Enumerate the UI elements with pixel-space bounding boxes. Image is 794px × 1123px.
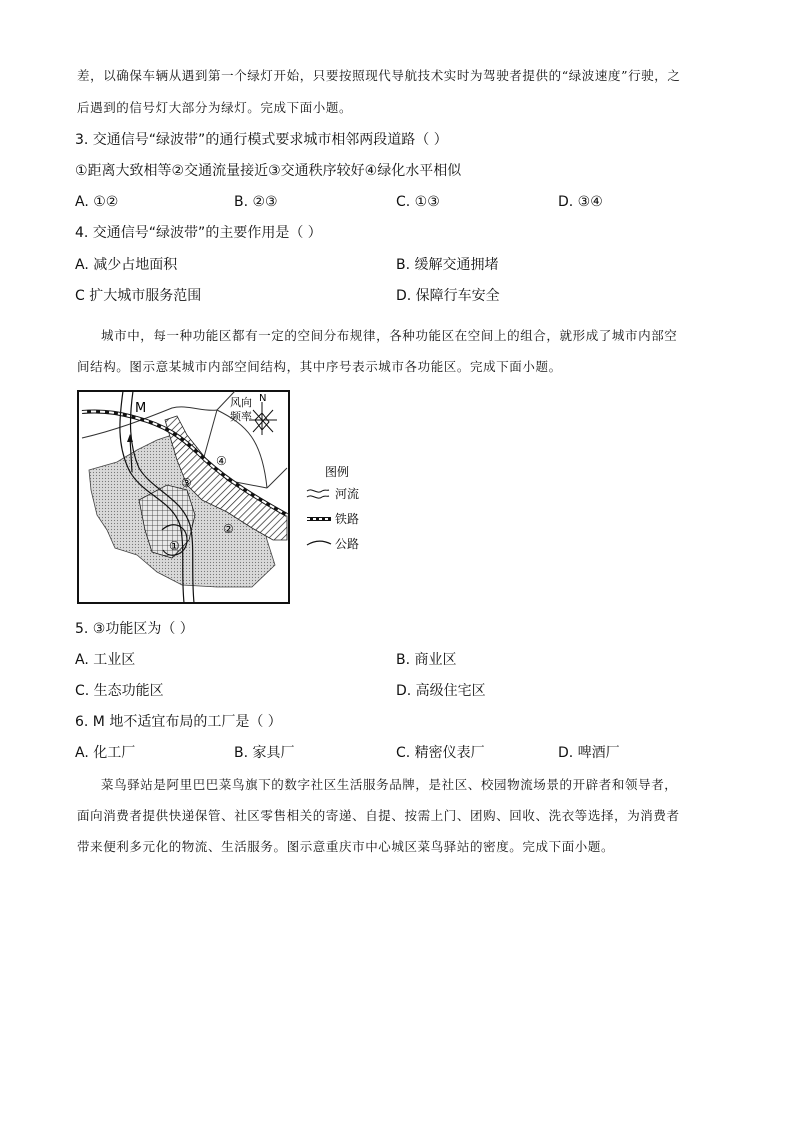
question-5-option-a[interactable]: A. 工业区 [75,652,136,668]
question-6-option-d[interactable]: D. 啤酒厂 [558,745,620,761]
legend-river-icon [307,490,329,498]
question-3-stem: 3. 交通信号“绿波带”的通行模式要求城市相邻两段道路（ ） [75,132,448,148]
question-5-option-b[interactable]: B. 商业区 [396,652,457,668]
question-5-option-c[interactable]: C. 生态功能区 [75,683,164,699]
question-3-option-b[interactable]: B. ②③ [234,194,278,210]
legend-rail-label: 铁路 [335,512,360,526]
zone-3-label: ③ [181,476,192,490]
intro3-line1: 菜鸟驿站是阿里巴巴菜鸟旗下的数字社区生活服务品牌，是社区、校园物流场景的开辟者和领导者， [101,777,678,792]
question-6-option-c[interactable]: C. 精密仪表厂 [396,745,485,761]
city-structure-map [77,390,377,605]
zone-1-label: ① [169,539,180,553]
wind-label-1: 风向 [230,396,252,409]
question-4-option-a[interactable]: A. 减少占地面积 [75,257,178,273]
question-3-option-d[interactable]: D. ③④ [558,194,603,210]
question-3-option-a[interactable]: A. ①② [75,194,119,210]
legend-rail-icon [307,517,331,521]
intro1-line1: 差，以确保车辆从遇到第一个绿灯开始，只要按照现代导航技术实时为驾驶者提供的“绿波速度”行驶，之 [77,68,681,83]
intro2-line2: 间结构。图示意某城市内部空间结构，其中序号表示城市各功能区。完成下面小题。 [77,359,562,374]
intro3-line3: 带来便利多元化的物流、生活服务。图示意重庆市中心城区菜鸟驿站的密度。完成下面小题。 [77,839,615,854]
zone-2-label: ② [223,522,234,536]
question-4-option-b[interactable]: B. 缓解交通拥堵 [396,257,499,273]
question-6-stem: 6. M 地不适宜布局的工厂是（ ） [75,714,282,730]
question-5-option-d[interactable]: D. 高级住宅区 [396,683,486,699]
intro1-line2: 后遇到的信号灯大部分为绿灯。完成下面小题。 [77,100,353,115]
intro2-line1: 城市中，每一种功能区都有一定的空间分布规律，各种功能区在空间上的组合，就形成了城市内部空 [101,328,678,343]
question-4-stem: 4. 交通信号“绿波带”的主要作用是（ ） [75,225,322,241]
question-5-stem: 5. ③功能区为（ ） [75,621,194,637]
question-4-option-c[interactable]: C 扩大城市服务范围 [75,288,202,304]
wind-label-2: 频率 [230,410,252,423]
label-m: M [135,401,147,416]
legend-title: 图例 [325,465,350,479]
legend-road-icon [307,541,331,545]
question-3-items: ①距离大致相等②交通流量接近③交通秩序较好④绿化水平相似 [75,163,462,179]
question-6-option-a[interactable]: A. 化工厂 [75,745,136,761]
legend-road-label: 公路 [335,537,360,551]
intro3-line2: 面向消费者提供快递保管、社区零售相关的寄递、自提、按需上门、团购、回收、洗衣等选择，为消费者 [77,808,680,823]
question-3-option-c[interactable]: C. ①③ [396,194,440,210]
legend-river-label: 河流 [335,487,360,501]
question-6-option-b[interactable]: B. 家具厂 [234,745,295,761]
zone-4-label: ④ [216,454,227,468]
north-label: N [259,393,267,404]
question-4-option-d[interactable]: D. 保障行车安全 [396,288,500,304]
